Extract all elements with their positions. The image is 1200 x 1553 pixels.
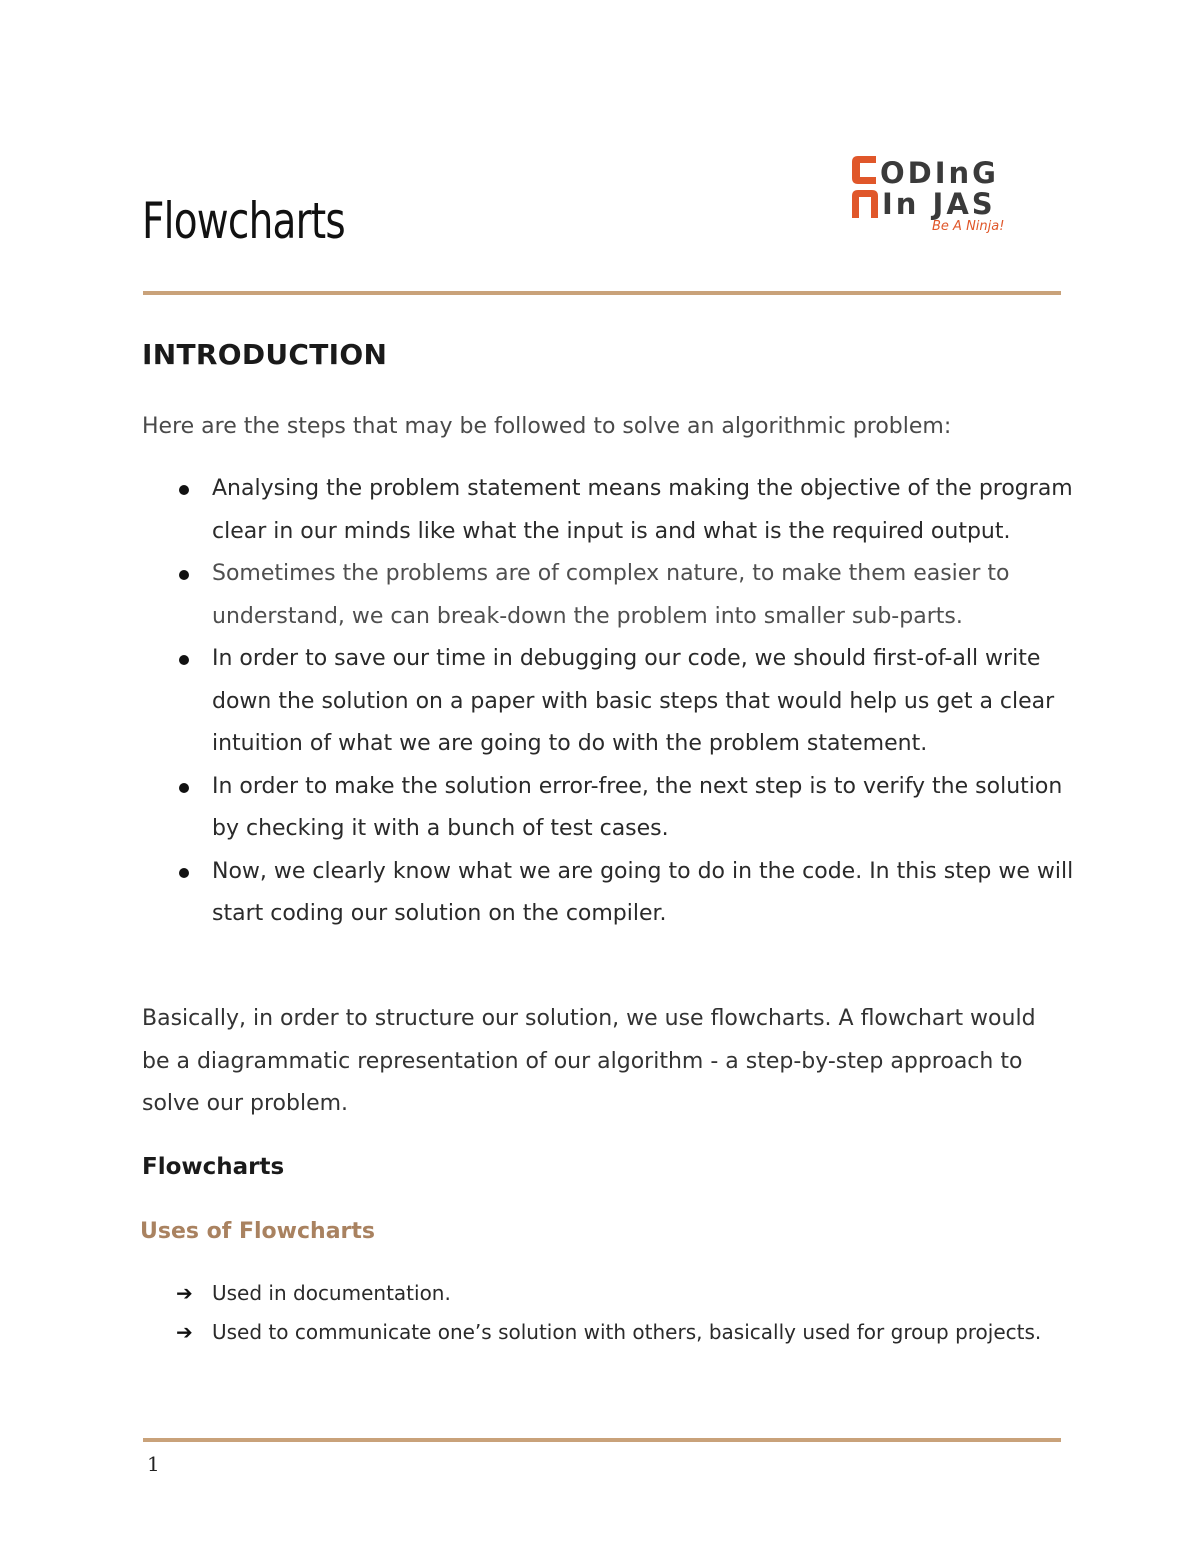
flowcharts-heading: Flowcharts	[142, 1154, 285, 1180]
arrow-right-icon: ➔	[176, 1281, 193, 1305]
bullet-icon	[179, 868, 189, 878]
step-text: Now, we clearly know what we are going to do in the code. In this step we will start coding our solution on the compiler.	[212, 858, 1074, 926]
step-text: In order to save our time in debugging our code, we should first-of-all write down the solution on a paper with basic steps that would help us get a clear intuition of what we are going to do with the problem statement.	[212, 646, 1055, 756]
header-divider	[143, 291, 1061, 295]
coding-ninjas-logo	[850, 150, 1030, 240]
logo-tagline: Be A Ninja!	[932, 219, 1005, 234]
use-text: Used to communicate one’s solution with others, basically used for group projects.	[212, 1320, 1042, 1344]
logo-c-eye	[862, 165, 871, 169]
logo-n-mark	[852, 190, 878, 218]
list-item	[142, 638, 1077, 766]
introduction-lead: Here are the steps that may be followed to solve an algorithmic problem:	[142, 414, 952, 439]
bullet-icon	[179, 655, 189, 665]
logo-line2: In JAS	[882, 187, 996, 221]
page-title: Flowcharts	[142, 192, 345, 250]
bullet-icon	[179, 783, 189, 793]
list-item	[142, 1313, 1041, 1352]
use-text: Used in documentation.	[212, 1281, 451, 1305]
list-item	[142, 553, 1077, 638]
arrow-right-icon: ➔	[176, 1320, 193, 1344]
step-text: Analysing the problem statement means making the objective of the program clear in our minds like what the input is and what is the required output.	[212, 476, 1073, 544]
step-text: Sometimes the problems are of complex nature, to make them easier to understand, we can break-down the problem into smaller sub-parts.	[212, 561, 1010, 629]
bullet-icon	[179, 485, 189, 495]
bullet-icon	[179, 570, 189, 580]
step-text: In order to make the solution error-free, the next step is to verify the solution by checking it with a bunch of test cases.	[212, 773, 1063, 841]
steps-list	[142, 468, 1077, 936]
list-item	[142, 1274, 1041, 1313]
footer-divider	[143, 1438, 1061, 1442]
page-number: 1	[147, 1452, 160, 1476]
uses-heading: Uses of Flowcharts	[140, 1219, 375, 1244]
uses-list	[142, 1274, 1041, 1352]
summary-paragraph: Basically, in order to structure our solution, we use flowcharts. A flowchart would be a diagrammatic representation of our algorithm - a step-by-step approach to solve our problem.	[142, 1006, 1036, 1116]
list-item	[142, 766, 1077, 851]
logo-line1: ODInG	[880, 156, 999, 190]
introduction-heading: INTRODUCTION	[142, 338, 388, 371]
list-item	[142, 468, 1077, 553]
list-item	[142, 851, 1077, 936]
logo-c-mark	[852, 156, 876, 184]
